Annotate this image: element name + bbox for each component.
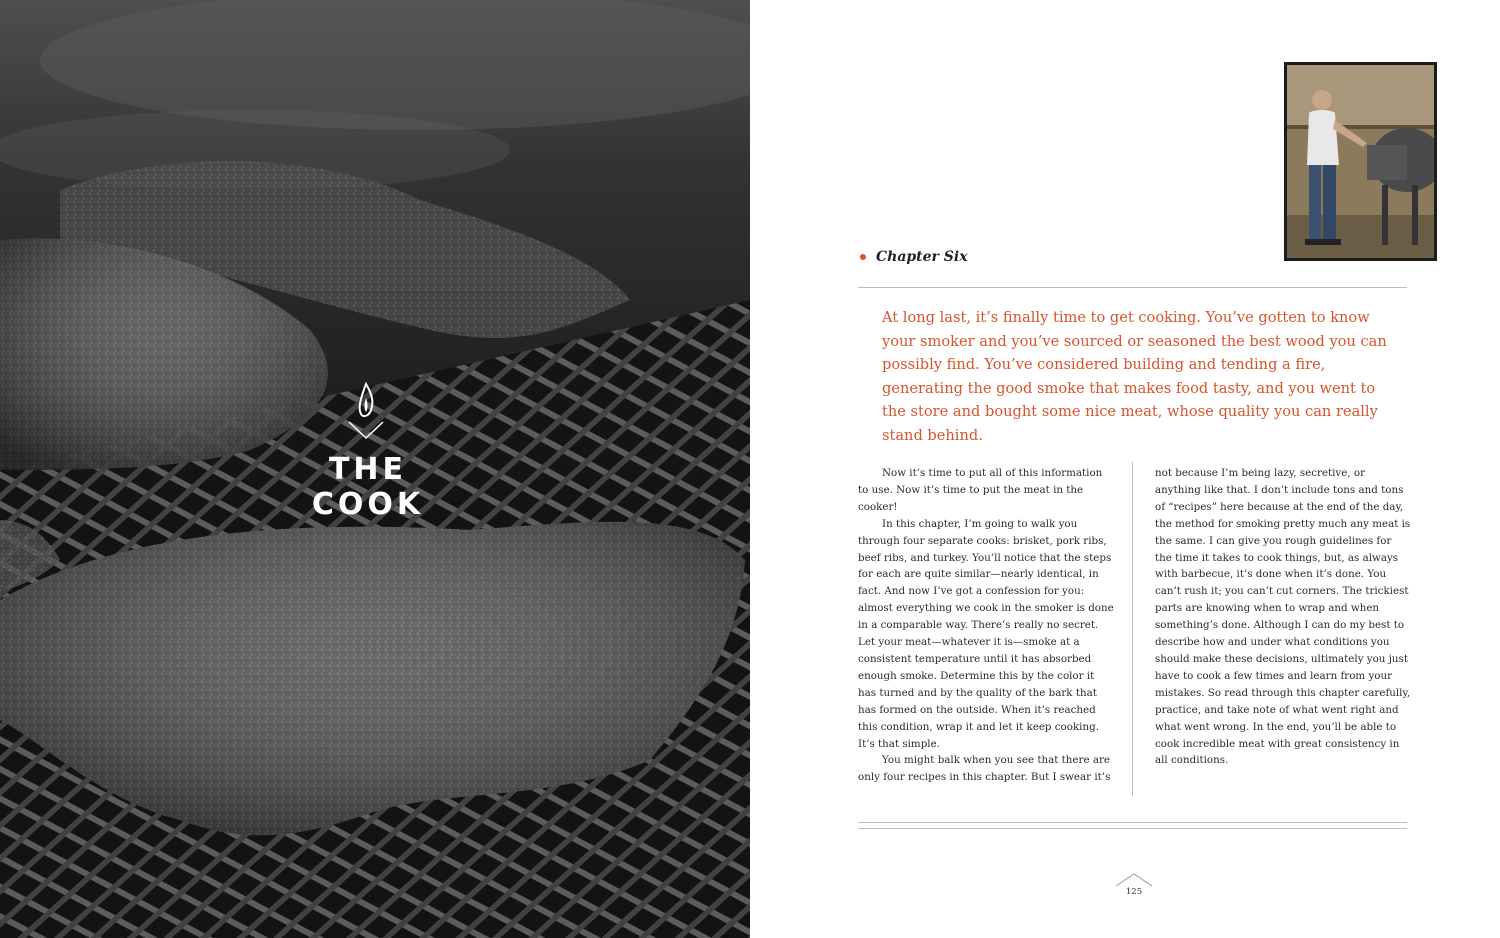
- body-paragraph: not because I’m being lazy, secretive, or anything like that. I don’t include tons and tons of “recipes” here because at the end of the day, the method for smoking pretty much any meat is the same. I can give you rough guidelines for the time it takes to cook things, but, as always with barbecue, it’s done when it’s done. You can’t rush it; you can’t cut corners. The trickiest parts are knowing when to wrap and when something’s done. Although I can do my best to describe how and under what conditions you should make these decisions, ultimately you just have to cook a few times and learn from your mistakes. So read through this chapter carefully, practice, and take note of what went right and what went wrong. In the end, you’ll be able to cook incredible meat with great consistency in all conditions.: [1155, 467, 1411, 767]
- right-page-text: [750, 0, 1500, 938]
- chevron-up-icon: [1114, 873, 1154, 887]
- footer-rule: [858, 828, 1407, 829]
- footer-rule: [858, 822, 1407, 823]
- body-paragraph: In this chapter, I’m going to walk you through four separate cooks: brisket, pork ribs, beef ribs, and turkey. You’ll notice that the steps for each are quite similar—nearly identical, in fact. And now I’ve got a confession for you: almost everything we cook in the smoker is done in a comparable way. There’s really no secret. Let your meat—whatever it is—smoke at a consistent temperature until it has absorbed enough smoke. Determine this by the color it has turned and by the quality of the bark that has formed on the outside. When it’s reached this condition, wrap it and let it keep cooking. It’s that simple.: [858, 517, 1114, 750]
- pitmaster-tending-smoker-photo: [1287, 65, 1434, 258]
- bullet-dot-icon: [860, 254, 866, 260]
- body-column-left: [858, 465, 1114, 786]
- column-divider: [1132, 462, 1133, 796]
- page-number: 125: [1125, 887, 1143, 897]
- body-paragraph: Now it’s time to put all of this information to use. Now it’s time to put the meat in the cooker!: [858, 467, 1103, 513]
- flame-icon: [346, 380, 386, 442]
- chapter-title: THE COOK: [311, 452, 425, 522]
- pitmaster-photo: [1284, 62, 1437, 261]
- intro-paragraph: At long last, it’s finally time to get cooking. You’ve gotten to know your smoker and you’ve sourced or seasoned the best wood you can possibly find. You’ve considered building and tending a fire, generating the good smoke that makes food tasty, and you went to the store and bought some nice meat, whose quality you can really stand behind.: [882, 309, 1387, 444]
- body-column-right: [1155, 465, 1411, 769]
- chapter-label-row: [860, 246, 968, 268]
- divider-rule: [858, 287, 1407, 288]
- chapter-label: Chapter Six: [876, 249, 968, 265]
- body-paragraph: You might balk when you see that there are only four recipes in this chapter. But I swear it’s: [858, 754, 1111, 784]
